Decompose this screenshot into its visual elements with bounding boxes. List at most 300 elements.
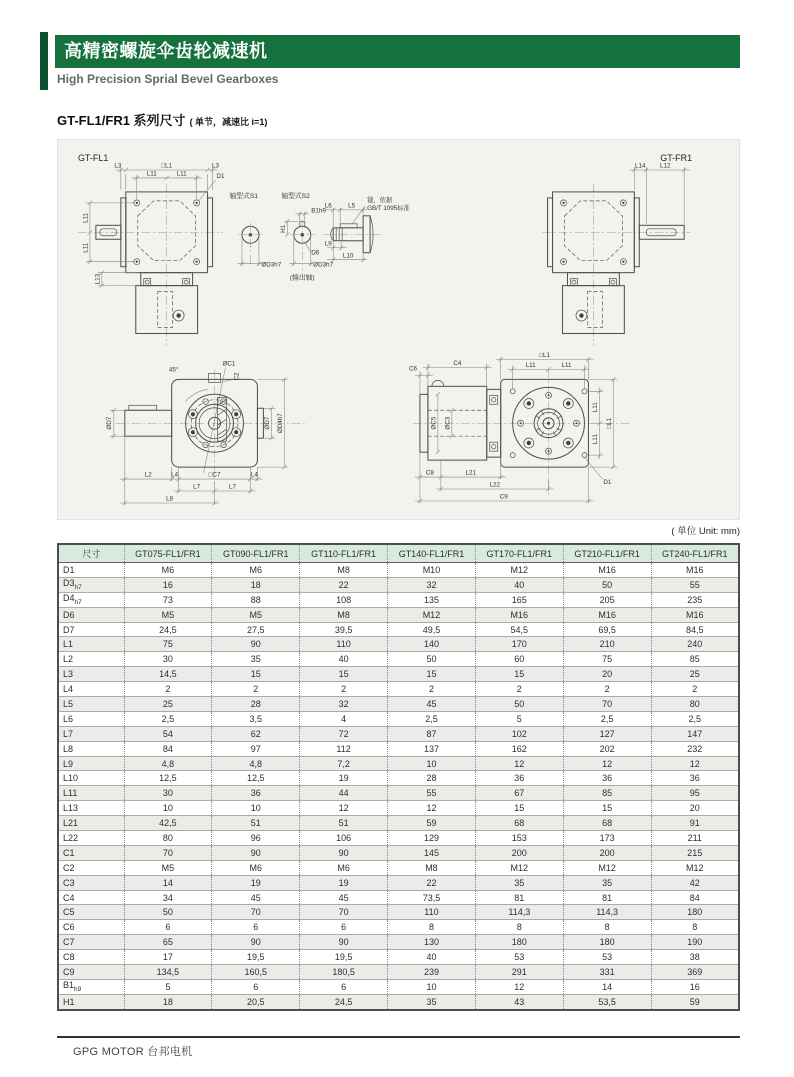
dim-value: 162 <box>475 741 563 756</box>
dim-value: 200 <box>475 845 563 860</box>
dim-value: 10 <box>388 979 476 994</box>
dim-value: M8 <box>388 860 476 875</box>
dim-value: 22 <box>388 875 476 890</box>
table-row <box>58 592 739 607</box>
dim-value: 114,3 <box>475 905 563 920</box>
dim-value: 80 <box>124 831 212 846</box>
dim-C1: ØC1 <box>222 360 236 368</box>
dim-value: M6 <box>124 563 212 578</box>
dim-value: 24,5 <box>300 994 388 1009</box>
dim-label: L3 <box>58 667 124 682</box>
dim-value: 69,5 <box>563 622 651 637</box>
dim-value: M8 <box>300 607 388 622</box>
dim-L9: L9 <box>324 240 332 248</box>
dim-value: 8 <box>563 920 651 935</box>
dim-value: M12 <box>388 607 476 622</box>
table-row <box>58 875 739 890</box>
dim-L6: L6 <box>324 202 332 210</box>
table-row <box>58 920 739 935</box>
dim-L7: L7 <box>228 483 236 491</box>
dim-value: 291 <box>475 965 563 980</box>
dim-value: 28 <box>388 771 476 786</box>
dim-value: 4,8 <box>212 756 300 771</box>
unit-note: ( 单位 Unit: mm) <box>671 526 740 537</box>
dim-value: 6 <box>212 979 300 994</box>
dim-value: 60 <box>475 652 563 667</box>
dim-value: 34 <box>124 890 212 905</box>
dim-value: 96 <box>212 831 300 846</box>
shaft-s2-title: 轴型式S2 <box>281 192 310 200</box>
dim-value: 54,5 <box>475 622 563 637</box>
dim-value: M6 <box>300 860 388 875</box>
dim-L3: L3 <box>114 162 122 170</box>
dim-L11: L11 <box>82 212 90 223</box>
dim-value: 19 <box>212 875 300 890</box>
dim-value: 170 <box>475 637 563 652</box>
dim-D7: ØD7 <box>263 416 271 430</box>
dim-value: M12 <box>475 860 563 875</box>
dim-value: 40 <box>475 577 563 592</box>
dim-value: 15 <box>475 801 563 816</box>
section-note: ( 单节，减速比 i=1) <box>189 117 268 127</box>
column-header: GT140-FL1/FR1 <box>388 544 476 563</box>
dim-value: 17 <box>124 950 212 965</box>
dim-value: 36 <box>563 771 651 786</box>
dim-value: 18 <box>212 577 300 592</box>
column-header: GT210-FL1/FR1 <box>563 544 651 563</box>
page-subtitle: High Precision Sprial Bevel Gearboxes <box>57 72 279 86</box>
dim-value: 35 <box>212 652 300 667</box>
dim-value: 18 <box>124 994 212 1009</box>
dim-value: 12,5 <box>212 771 300 786</box>
dim-D6: D6 <box>311 249 320 257</box>
dim-value: 369 <box>651 965 739 980</box>
dim-L11: L11 <box>591 434 599 445</box>
dim-value: 50 <box>563 577 651 592</box>
dim-value: 2 <box>212 682 300 697</box>
dimension-table <box>57 543 740 1011</box>
dim-value: 32 <box>300 697 388 712</box>
dim-value: 75 <box>124 637 212 652</box>
dim-value: 35 <box>475 875 563 890</box>
table-row <box>58 935 739 950</box>
dim-value: 15 <box>563 801 651 816</box>
dim-label: L10 <box>58 771 124 786</box>
view-output-face <box>409 352 630 503</box>
dim-value: M8 <box>300 563 388 578</box>
dim-label: D6 <box>58 607 124 622</box>
dim-L1box: □L1 <box>539 351 550 359</box>
dim-value: 73,5 <box>388 890 476 905</box>
dim-L2: L2 <box>144 471 152 479</box>
dim-value: 36 <box>475 771 563 786</box>
dim-value: 112 <box>300 741 388 756</box>
dim-L11: L11 <box>82 242 90 253</box>
dim-value: 239 <box>388 965 476 980</box>
view-gt-fr1 <box>543 153 693 345</box>
header-accent-bar <box>40 32 48 90</box>
dim-D1: D1 <box>216 172 225 180</box>
dim-label: L8 <box>58 741 124 756</box>
dim-value: 140 <box>388 637 476 652</box>
dim-L11: L11 <box>561 361 572 369</box>
dim-value: 70 <box>300 905 388 920</box>
table-row <box>58 845 739 860</box>
dim-value: 20 <box>563 667 651 682</box>
section-title-block <box>57 110 267 129</box>
dim-D3: ØD3h7 <box>261 261 282 269</box>
dim-L11: L11 <box>525 361 536 369</box>
dim-L10: L10 <box>342 252 354 260</box>
technical-drawings <box>58 140 739 519</box>
dim-value: 90 <box>212 845 300 860</box>
dim-label: L1 <box>58 637 124 652</box>
dim-value: 55 <box>651 577 739 592</box>
dim-value: 50 <box>475 697 563 712</box>
dim-value: 62 <box>212 726 300 741</box>
dim-value: 20 <box>651 801 739 816</box>
dim-value: 2,5 <box>124 711 212 726</box>
dim-label: L9 <box>58 756 124 771</box>
dim-label: L21 <box>58 816 124 831</box>
dim-value: 15 <box>475 667 563 682</box>
dim-value: 6 <box>212 920 300 935</box>
table-row <box>58 801 739 816</box>
dim-value: 215 <box>651 845 739 860</box>
dim-value: 235 <box>651 592 739 607</box>
dim-value: 110 <box>300 637 388 652</box>
dim-value: 45 <box>212 890 300 905</box>
dim-value: 45 <box>300 890 388 905</box>
dim-value: 190 <box>651 935 739 950</box>
dim-value: 10 <box>388 756 476 771</box>
dim-value: 42,5 <box>124 816 212 831</box>
table-head <box>58 544 739 563</box>
dim-value: 134,5 <box>124 965 212 980</box>
dim-value: 4 <box>300 711 388 726</box>
dim-value: 50 <box>124 905 212 920</box>
dim-value: 110 <box>388 905 476 920</box>
dim-label: L2 <box>58 652 124 667</box>
dim-value: 10 <box>212 801 300 816</box>
table-row <box>58 682 739 697</box>
dim-label: L22 <box>58 831 124 846</box>
dim-value: 129 <box>388 831 476 846</box>
dim-value: 180 <box>475 935 563 950</box>
dim-value: 40 <box>300 652 388 667</box>
dim-value: 10 <box>124 801 212 816</box>
column-header: GT110-FL1/FR1 <box>300 544 388 563</box>
dim-value: 16 <box>124 577 212 592</box>
dim-value: 32 <box>388 577 476 592</box>
dim-value: 14,5 <box>124 667 212 682</box>
dim-D1: D1 <box>603 479 612 487</box>
dim-L21: L21 <box>465 469 477 477</box>
dim-value: 19 <box>300 875 388 890</box>
dim-value: 210 <box>563 637 651 652</box>
dim-value: 20,5 <box>212 994 300 1009</box>
dim-label: C8 <box>58 950 124 965</box>
dim-value: 15 <box>388 667 476 682</box>
dim-value: 53 <box>475 950 563 965</box>
dim-value: 8 <box>388 920 476 935</box>
dim-value: 147 <box>651 726 739 741</box>
dim-value: 180 <box>651 905 739 920</box>
dim-value: M16 <box>563 607 651 622</box>
dim-value: 106 <box>300 831 388 846</box>
dim-value: 68 <box>563 816 651 831</box>
dim-C4: C4 <box>453 359 462 367</box>
dim-value: 202 <box>563 741 651 756</box>
dim-value: 130 <box>388 935 476 950</box>
dim-value: 55 <box>388 786 476 801</box>
view-title-fr1: GT-FR1 <box>660 152 693 163</box>
dim-value: 8 <box>475 920 563 935</box>
dim-value: 35 <box>388 994 476 1009</box>
table-row <box>58 741 739 756</box>
dim-value: M12 <box>475 563 563 578</box>
dim-value: 25 <box>124 697 212 712</box>
dim-label: $D4_{h7}$ <box>58 592 124 607</box>
dim-L8: L8 <box>166 495 174 503</box>
dim-value: 180 <box>563 935 651 950</box>
table-row <box>58 786 739 801</box>
header-row <box>58 544 739 563</box>
dim-value: 12,5 <box>124 771 212 786</box>
dim-value: 70 <box>563 697 651 712</box>
dim-value: 70 <box>124 845 212 860</box>
dim-value: 65 <box>124 935 212 950</box>
dim-value: 28 <box>212 697 300 712</box>
dim-value: 160,5 <box>212 965 300 980</box>
shaft-s1-title: 轴型式S1 <box>229 192 259 200</box>
dim-L1box: □L1 <box>161 162 173 170</box>
dim-value: 173 <box>563 831 651 846</box>
table-row <box>58 563 739 578</box>
dim-value: 39,5 <box>300 622 388 637</box>
dim-value: 2 <box>124 682 212 697</box>
dim-value: 87 <box>388 726 476 741</box>
dim-value: 35 <box>563 875 651 890</box>
page-title: 高精密螺旋伞齿轮减速机 <box>64 41 268 61</box>
dim-value: M16 <box>563 563 651 578</box>
dim-value: 114,3 <box>563 905 651 920</box>
dim-L11: L11 <box>176 170 187 178</box>
dim-label: C2 <box>58 860 124 875</box>
dim-B1: B1h9 <box>311 207 326 215</box>
dim-value: 8 <box>651 920 739 935</box>
key-note-line1: 键，依据 <box>367 196 393 204</box>
table-row <box>58 726 739 741</box>
dim-value: 84,5 <box>651 622 739 637</box>
dim-value: M5 <box>124 607 212 622</box>
dim-value: 2,5 <box>651 711 739 726</box>
dim-value: 137 <box>388 741 476 756</box>
dim-value: 4,8 <box>124 756 212 771</box>
dim-L1box: □L1 <box>605 417 613 429</box>
dim-value: 240 <box>651 637 739 652</box>
table-row <box>58 950 739 965</box>
dim-label: C7 <box>58 935 124 950</box>
dim-value: 12 <box>475 979 563 994</box>
dim-L7: L7 <box>193 483 201 491</box>
dim-label: L4 <box>58 682 124 697</box>
dim-value: 12 <box>563 756 651 771</box>
dim-value: 25 <box>651 667 739 682</box>
table-row <box>58 577 739 592</box>
dim-L11: L11 <box>146 170 157 178</box>
dim-value: 90 <box>300 845 388 860</box>
column-header: GT075-FL1/FR1 <box>124 544 212 563</box>
dim-value: 12 <box>475 756 563 771</box>
dim-value: 80 <box>651 697 739 712</box>
table-body <box>58 563 739 1010</box>
table-row <box>58 652 739 667</box>
dim-value: 27,5 <box>212 622 300 637</box>
view-title-fl1: GT-FL1 <box>77 152 109 163</box>
dim-D3: ØD3h7 <box>313 261 334 269</box>
dim-value: 45 <box>388 697 476 712</box>
dim-value: 19,5 <box>212 950 300 965</box>
dim-value: 59 <box>388 816 476 831</box>
dim-value: 6 <box>124 920 212 935</box>
dim-label: C5 <box>58 905 124 920</box>
table-row <box>58 667 739 682</box>
dim-C6: C6 <box>408 365 417 373</box>
dim-value: 3,5 <box>212 711 300 726</box>
dim-value: 53,5 <box>563 994 651 1009</box>
dim-value: 2 <box>300 682 388 697</box>
dim-C5: ØC5 <box>430 416 438 430</box>
detail-key-shaft <box>323 195 410 262</box>
dim-value: 91 <box>651 816 739 831</box>
dim-value: 85 <box>563 786 651 801</box>
dim-label: C9 <box>58 965 124 980</box>
dim-label: D1 <box>58 563 124 578</box>
dim-value: 43 <box>475 994 563 1009</box>
dim-value: 84 <box>651 890 739 905</box>
dim-value: 68 <box>475 816 563 831</box>
dim-value: 331 <box>563 965 651 980</box>
dim-value: 2,5 <box>388 711 476 726</box>
dim-L12: L12 <box>659 162 671 170</box>
dim-value: 232 <box>651 741 739 756</box>
dim-value: M6 <box>212 860 300 875</box>
dim-label: H1 <box>58 994 124 1009</box>
drawing-panel <box>57 139 740 520</box>
dim-value: 2,5 <box>563 711 651 726</box>
dim-C2: C2 <box>233 372 241 381</box>
dim-value: 102 <box>475 726 563 741</box>
view-gt-fl1 <box>78 153 225 345</box>
dim-value: M12 <box>651 860 739 875</box>
dim-value: 19 <box>300 771 388 786</box>
dim-value: 30 <box>124 786 212 801</box>
dim-value: 14 <box>563 979 651 994</box>
dim-D4: ØD4h7 <box>276 413 284 434</box>
dim-value: 15 <box>212 667 300 682</box>
dim-H1: H1 <box>279 224 287 233</box>
dim-value: 5 <box>475 711 563 726</box>
dim-value: M12 <box>563 860 651 875</box>
dim-value: 67 <box>475 786 563 801</box>
dim-value: 108 <box>300 592 388 607</box>
dim-value: 51 <box>300 816 388 831</box>
dim-value: 90 <box>212 637 300 652</box>
key-note-line2: GB/T 1095标准 <box>367 204 410 212</box>
column-header: GT090-FL1/FR1 <box>212 544 300 563</box>
section-title: GT-FL1/FR1 系列尺寸 <box>57 113 186 128</box>
dim-value: 70 <box>212 905 300 920</box>
dim-value: 165 <box>475 592 563 607</box>
table-row <box>58 697 739 712</box>
table-row <box>58 905 739 920</box>
dim-C9: C9 <box>499 493 508 501</box>
dim-label: $D3_{h7}$ <box>58 577 124 592</box>
dim-value: 7,2 <box>300 756 388 771</box>
dim-value: 6 <box>300 979 388 994</box>
table-row <box>58 979 739 994</box>
dim-value: 40 <box>388 950 476 965</box>
dim-L3: L3 <box>212 162 220 170</box>
dim-value: 49,5 <box>388 622 476 637</box>
dim-value: M16 <box>651 607 739 622</box>
dim-value: M5 <box>212 607 300 622</box>
dim-value: 88 <box>212 592 300 607</box>
table-row <box>58 637 739 652</box>
table-row <box>58 771 739 786</box>
dim-value: 81 <box>475 890 563 905</box>
dim-label: L11 <box>58 786 124 801</box>
dim-value: 44 <box>300 786 388 801</box>
dim-value: 14 <box>124 875 212 890</box>
dim-value: 50 <box>388 652 476 667</box>
dim-C8: C8 <box>425 469 434 477</box>
dim-value: 15 <box>300 667 388 682</box>
table-row <box>58 756 739 771</box>
dim-label: C6 <box>58 920 124 935</box>
output-shaft-caption: (输出轴) <box>289 274 315 282</box>
view-flange-face <box>106 360 305 505</box>
header-bar <box>55 35 740 68</box>
dim-value: M16 <box>475 607 563 622</box>
dim-label: D7 <box>58 622 124 637</box>
dim-label: C1 <box>58 845 124 860</box>
table-row <box>58 816 739 831</box>
dim-value: 97 <box>212 741 300 756</box>
dim-label: L13 <box>58 801 124 816</box>
column-header: GT240-FL1/FR1 <box>651 544 739 563</box>
dim-value: 24,5 <box>124 622 212 637</box>
dim-value: 2 <box>563 682 651 697</box>
dim-label: L7 <box>58 726 124 741</box>
dim-value: 2 <box>388 682 476 697</box>
dim-value: 90 <box>300 935 388 950</box>
dim-value: 85 <box>651 652 739 667</box>
dim-value: 72 <box>300 726 388 741</box>
dim-value: 145 <box>388 845 476 860</box>
dim-label: $B1_{h9}$ <box>58 979 124 994</box>
table-row <box>58 607 739 622</box>
dim-value: 75 <box>563 652 651 667</box>
dim-value: 36 <box>212 786 300 801</box>
table-row <box>58 711 739 726</box>
dim-value: 5 <box>124 979 212 994</box>
dim-value: 19,5 <box>300 950 388 965</box>
dim-value: 84 <box>124 741 212 756</box>
dim-L5: L5 <box>348 202 356 210</box>
dim-value: 81 <box>563 890 651 905</box>
